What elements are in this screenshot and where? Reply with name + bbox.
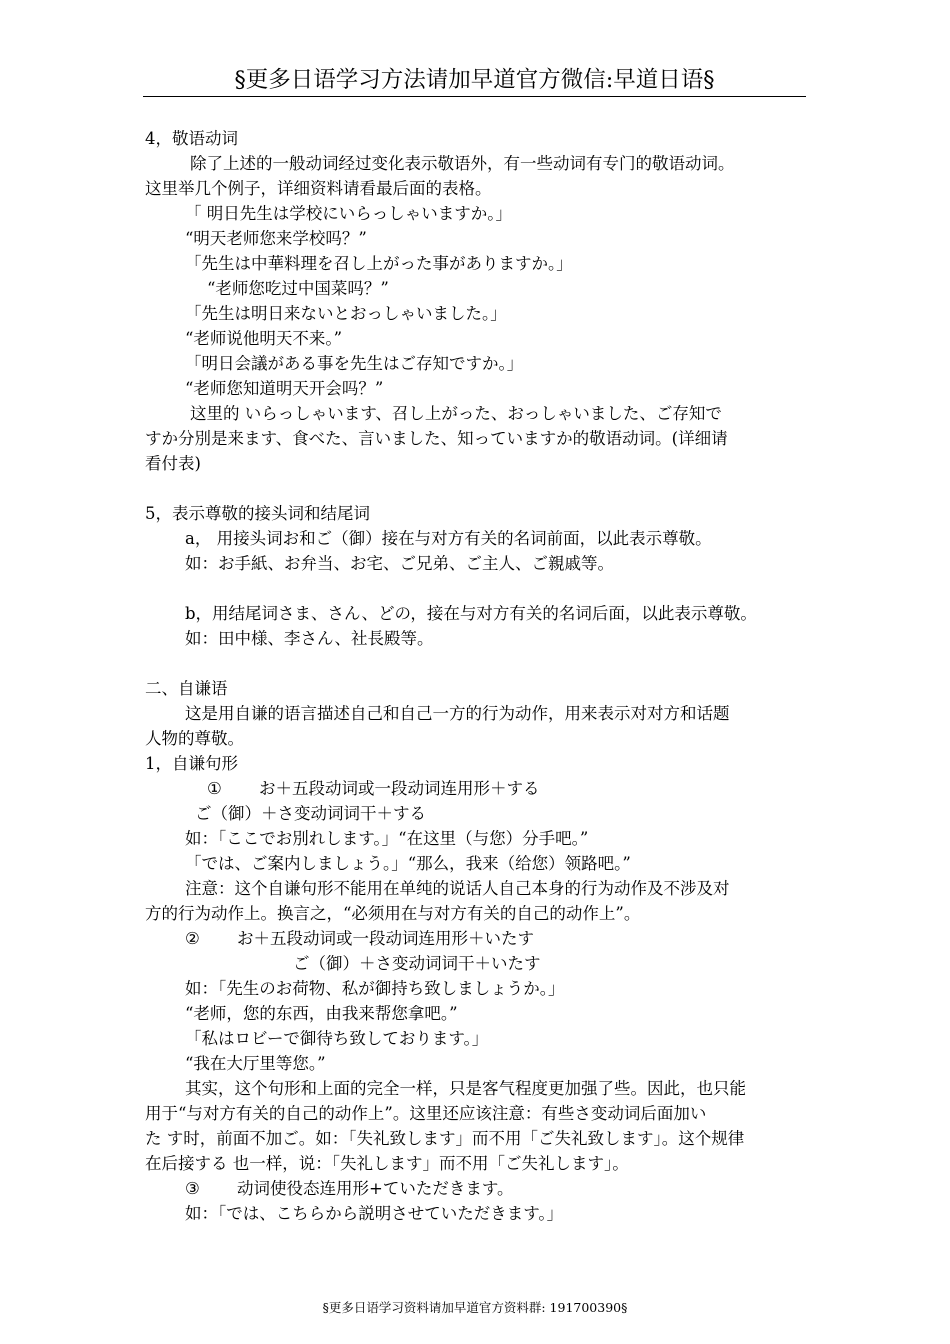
header-divider [143, 96, 806, 97]
item-b-example: 如：田中様、李さん、社長殿等。 [185, 629, 434, 648]
form-pattern: 动词使役态连用形+ていただきます。 [237, 1179, 514, 1198]
page-header-title: §更多日语学习方法请加早道官方微信:早道日语§ [234, 67, 715, 93]
example-japanese: 「先生は明日来ないとおっしゃいました。」 [185, 304, 507, 323]
subsection-1-title: 1，自谦句形 [145, 754, 238, 773]
paragraph-line: た す时，前面不加ご。如：「失礼致します」而不用「ご失礼致します」。这个规律 [145, 1129, 745, 1148]
chapter-2-title: 二、自谦语 [145, 679, 228, 698]
example-chinese: “老师说他明天不来。” [185, 329, 343, 348]
example-chinese: “我在大厅里等您。” [185, 1054, 326, 1073]
example-line: 如：「ここでお別れします。」“在这里（与您）分手吧。” [185, 829, 589, 848]
example-line: 「では、ご案内しましょう。」“那么，我来（给您）领路吧。” [185, 854, 631, 873]
form-number: ② [185, 929, 200, 948]
example-line: 如：「では、こちらから説明させていただきます。」 [185, 1204, 564, 1223]
example-chinese: “老师您知道明天开会吗？” [185, 379, 384, 398]
form-1-line [145, 776, 810, 801]
paragraph-line: 看付表) [145, 454, 201, 473]
paragraph-line: 其实，这个句形和上面的完全一样，只是客气程度更加强了些。因此，也只能 [185, 1079, 746, 1098]
paragraph-line: 这里的 いらっしゃいます、召し上がった、おっしゃいました、ご存知で [190, 404, 722, 423]
paragraph-line: 人物的尊敬。 [145, 729, 244, 748]
example-japanese: 「 明日先生は学校にいらっしゃいますか。」 [185, 204, 512, 223]
example-japanese: 「明日会議がある事を先生はご存知ですか。」 [185, 354, 524, 373]
page-footer: §更多日语学习资料请加早道官方资料群: 191700390§ [322, 1300, 628, 1315]
paragraph-line: 用于“与对方有关的自己的动作上”。这里还应该注意：有些さ变动词后面加い [145, 1104, 707, 1123]
document-body [145, 126, 810, 1226]
note-line: 注意：这个自谦句形不能用在单纯的说话人自己本身的行为动作及不涉及对 [185, 879, 730, 898]
item-a: a， 用接头词お和ご（御）接在与对方有关的名词前面，以此表示尊敬。 [185, 529, 712, 548]
form-pattern: ご（御）＋さ变动词词干＋いたす [293, 954, 541, 973]
section-5-title: 5，表示尊敬的接头词和结尾词 [145, 504, 370, 523]
form-pattern: ご（御）＋さ变动词词干＋する [195, 804, 426, 823]
note-line: 方的行为动作上。换言之，“必须用在与对方有关的自己的动作上”。 [145, 904, 641, 923]
example-chinese: “老师，您的东西，由我来帮您拿吧。” [185, 1004, 458, 1023]
paragraph-line: すか分別是来ます、食べた、言いました、知っていますか的敬语动词。(详细请 [145, 429, 728, 448]
example-japanese: 「先生は中華料理を召し上がった事がありますか。」 [185, 254, 573, 273]
paragraph-line: 这里举几个例子，详细资料请看最后面的表格。 [145, 179, 492, 198]
example-japanese: 如：「先生のお荷物、私が御持ち致しましょうか。」 [185, 979, 565, 998]
form-pattern: お＋五段动词或一段动词连用形＋する [259, 779, 540, 798]
example-chinese: “明天老师您来学校吗？” [185, 229, 367, 248]
item-a-example: 如：お手紙、お弁当、お宅、ご兄弟、ご主人、ご親戚等。 [185, 554, 614, 573]
form-number: ③ [185, 1179, 200, 1198]
form-number: ① [207, 779, 222, 798]
form-pattern: お＋五段动词或一段动词连用形＋いたす [237, 929, 534, 948]
section-4-title: 4，敬语动词 [145, 129, 238, 148]
spacer [145, 476, 810, 501]
form-2-line [145, 926, 810, 951]
item-b: b，用结尾词さま、さん、どの，接在与对方有关的名词后面，以此表示尊敬。 [185, 604, 757, 623]
paragraph-line: 在后接する 也一样，说：「失礼します」而不用「ご失礼します」。 [145, 1154, 629, 1173]
example-chinese: “老师您吃过中国菜吗？” [207, 279, 389, 298]
paragraph-line: 这是用自谦的语言描述自己和自己一方的行为动作，用来表示对对方和话题 [185, 704, 730, 723]
example-japanese: 「私はロビーで御待ち致しております。」 [185, 1029, 489, 1048]
paragraph-line: 除了上述的一般动词经过变化表示敬语外，有一些动词有专门的敬语动词。 [190, 154, 735, 173]
spacer [145, 651, 810, 676]
spacer [145, 576, 810, 601]
form-3-line [145, 1176, 810, 1201]
